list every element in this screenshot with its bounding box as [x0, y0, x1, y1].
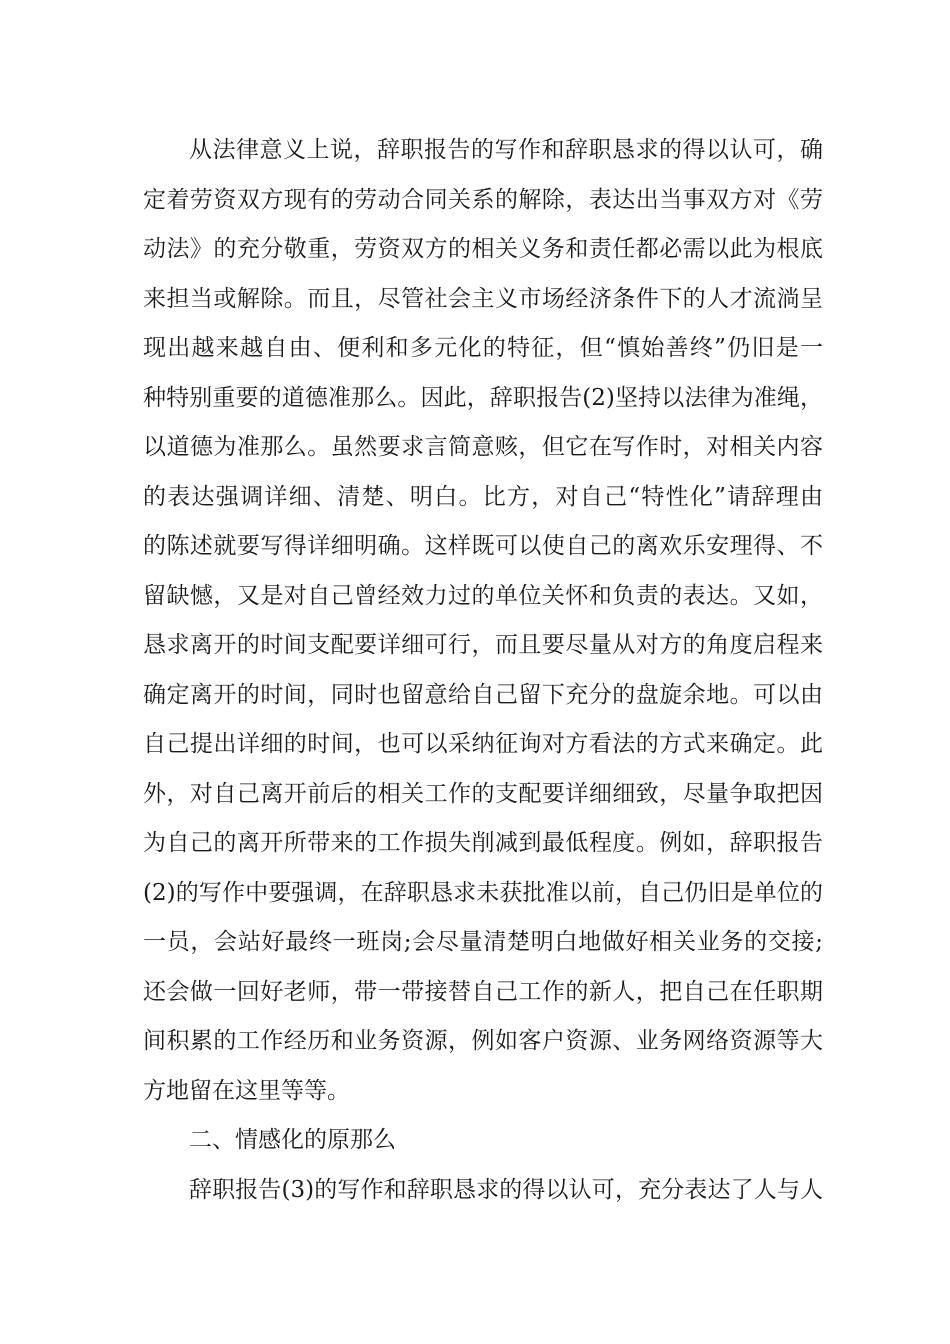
paragraph-line: 现出越来越自由、便利和多元化的特征，但“慎始善终”仍旧是一: [143, 335, 823, 361]
paragraph-line: 留缺憾，又是对自己曾经效力过的单位关怀和负责的表达。又如，: [143, 582, 823, 609]
paragraph-line: 恳求离开的时间支配要详细可行，而且要尽量从对方的角度启程来: [143, 632, 823, 658]
paragraph-line: 确定离开的时间，同时也留意给自己留下充分的盘旋余地。可以由: [143, 681, 823, 708]
paragraph-line: 以道德为准那么。虽然要求言简意赅，但它在写作时，对相关内容: [143, 434, 823, 460]
paragraph-line: 从法律意义上说，辞职报告的写作和辞职恳求的得以认可，确: [189, 137, 823, 163]
paragraph-line: 种特别重要的道德准那么。因此，辞职报告(2)坚持以法律为准绳，: [143, 384, 823, 411]
paragraph-line: 定着劳资双方现有的劳动合同关系的解除，表达出当事双方对《劳: [143, 186, 823, 213]
paragraph-line: 的表达强调详细、清楚、明白。比方，对自己“特性化”请辞理由: [143, 483, 823, 510]
paragraph-line: 外，对自己离开前后的相关工作的支配要详细细致，尽量争取把因: [143, 780, 823, 807]
paragraph-line: (2)的写作中要强调，在辞职恳求未获批准以前，自己仍旧是单位的: [143, 879, 823, 906]
paragraph-line: 为自己的离开所带来的工作损失削减到最低程度。例如，辞职报告: [143, 830, 823, 856]
paragraph-line: 一员，会站好最终一班岗;会尽量清楚明白地做好相关业务的交接;: [143, 929, 823, 955]
paragraph-line: 方地留在这里等等。: [143, 1077, 350, 1104]
paragraph-line: 还会做一回好老师，带一带接替自己工作的新人，把自己在任职期: [143, 978, 823, 1005]
section-heading: 二、情感化的原那么: [189, 1127, 396, 1153]
paragraph-line: 自己提出详细的时间，也可以采纳征询对方看法的方式来确定。此: [143, 731, 823, 757]
paragraph-line: 的陈述就要写得详细明确。这样既可以使自己的离欢乐安理得、不: [143, 533, 823, 559]
paragraph-line: 动法》的充分敬重，劳资双方的相关义务和责任都必需以此为根底: [143, 236, 823, 262]
paragraph-line: 间积累的工作经历和业务资源，例如客户资源、业务网络资源等大: [143, 1028, 823, 1054]
paragraph-line: 来担当或解除。而且，尽管社会主义市场经济条件下的人才流淌呈: [143, 285, 823, 312]
paragraph-line: 辞职报告(3)的写作和辞职恳求的得以认可，充分表达了人与人: [189, 1176, 823, 1203]
